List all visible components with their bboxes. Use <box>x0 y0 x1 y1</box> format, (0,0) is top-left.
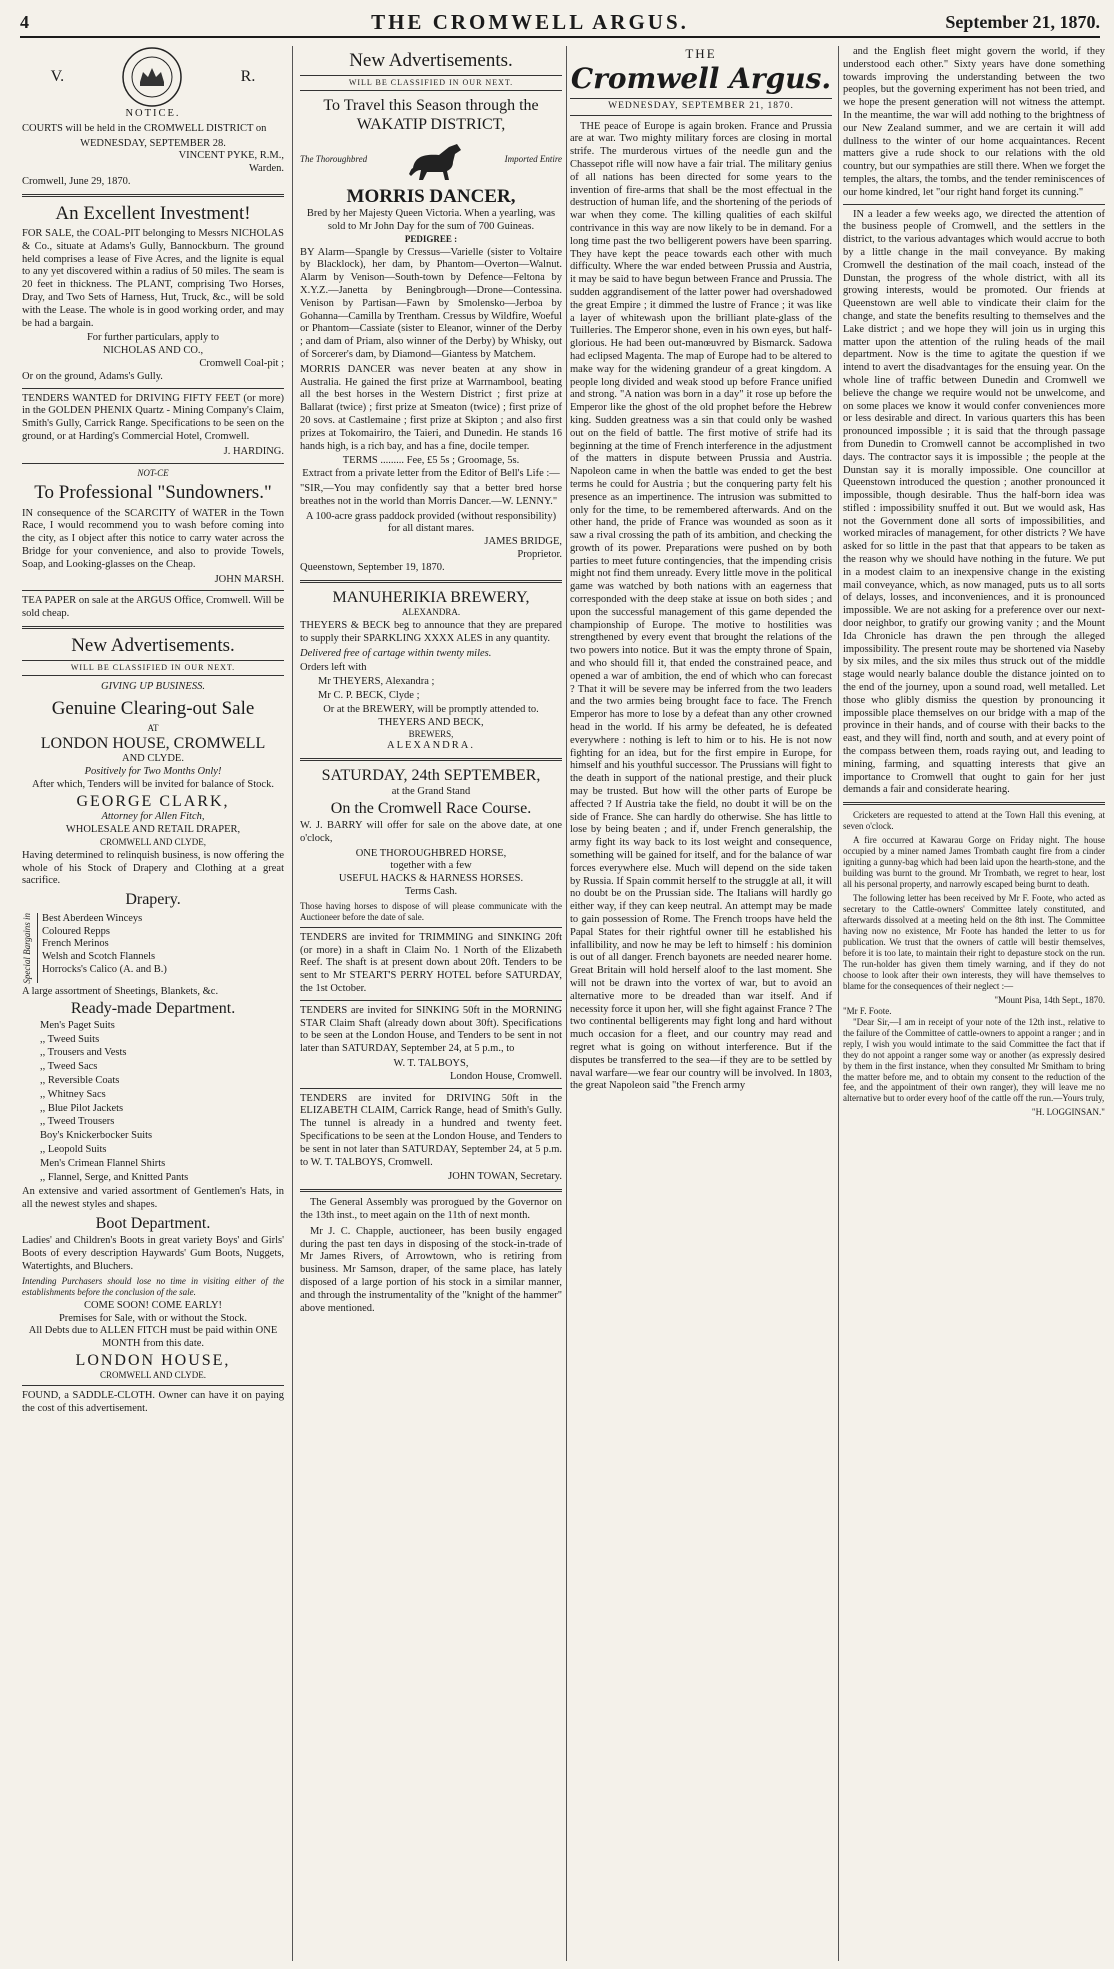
list-item: Coloured Repps <box>41 925 110 937</box>
sale-body: W. J. BARRY will offer for sale on the above date, at one o'clock, <box>300 820 562 844</box>
terms-line: TERMS ......... Fee, £5 5s ; Groomage, 5s. <box>342 455 520 467</box>
intending-note: Intending Purchasers should lose no time in visiting either of the establishments before the conclusion of the sale. <box>22 1275 284 1297</box>
news-item: The General Assembly was prorogued by the Governor on the 13th inst., to meet again on the 11th of next month. <box>300 1197 562 1221</box>
new-ads-banner: WILL BE CLASSIFIED IN OUR NEXT. <box>300 75 562 91</box>
found-ad: FOUND, a SADDLE-CLOTH. Owner can have it on paying the cost of this advertisement. <box>22 1390 284 1415</box>
brewery-orders: Orders left with <box>300 662 367 674</box>
proprietor-name: JAMES BRIDGE, <box>484 536 562 548</box>
tender-2-sig: W. T. TALBOYS, <box>393 1057 469 1069</box>
investment-body: FOR SALE, the COAL-PIT belonging to Messrs NICHOLAS & Co., situate at Adams's Gully, Bannockburn. The ground held comprises a lease of Five Acres, and the lignite is equal to any yet discovered within a radius of 50 miles. The seam is 20 feet in thickness. The PLANT, comprising Two Horses, Dray, and Two Sets of Harness, Hut, Truck, &c., will be sold with the Lease. The whole is in good working order, and may be had a bargain. <box>22 227 284 329</box>
horse-name: MORRIS DANCER, <box>346 185 516 207</box>
divider <box>22 1385 284 1386</box>
ready-title: Ready-made Department. <box>70 1000 236 1018</box>
divider <box>22 590 284 591</box>
letter-to: "Mr F. Foote. <box>843 1005 892 1016</box>
drapery-title: Drapery. <box>125 891 181 909</box>
divider <box>300 1189 562 1192</box>
list-item: ,, Leopold Suits <box>40 1143 107 1155</box>
news-item: Mr J. C. Chapple, auctioneer, has been busily engaged during the past ten days in disposing of the stock-in-trade of Mr James Rivers, of Arrowtown, who is retiring from business. Mr Samson, draper, of the same place, has lately disposed of a large portion of his stock in a similar manner, and through the instrumentality of the "knight of the hammer" above mentioned. <box>300 1225 562 1314</box>
divider <box>22 388 284 389</box>
letter-heading: "Mount Pisa, 14th Sept., 1870. <box>994 994 1105 1005</box>
horse-illustration-row <box>300 138 562 182</box>
list-item: Boy's Knickerbocker Suits <box>40 1130 153 1142</box>
list-item: Horrocks's Calico (A. and B.) <box>41 963 167 975</box>
notice-name: VINCENT PYKE, R.M., <box>178 150 284 162</box>
tender-3: TENDERS are invited for DRIVING 50ft in the ELIZABETH CLAIM, Carrick Range, head of Smith's Gully. The tunnel is already in a hundred and twenty feet. Specifications to be seen at the London House, and Tenders to be sent in not later than SATURDAY, September 24, at 5 p.m. to W. T. TALBOYS, Cromwell. <box>300 1092 562 1168</box>
brewery-sig2: BREWERS, <box>408 729 454 740</box>
sundowners-body: IN consequence of the SCARCITY of WATER in the Town Race, I would recommend you to wash before coming into the city, as I object after this notice to carry water across the Bridge for your convenience, and also to provide Towels, Soap, and Looking-glasses on the Cheap. <box>22 507 284 570</box>
editorial-paragraph: THE peace of Europe is again broken. France and Prussia are at war. Two mighty military forces are closing in mortal strife. The murderous virtues of the needle gun and the Chassepot rifle will now have a fair trial. The military genius of all nations has been directed for some years to the invention of fire-arms that shall be the most effectual in the destruction of human life, and the shortening of the periods of war when they come. The killing qualities of each skilful contrivance in this way are now likely to be in demand. For a long time past the two belligerent powers have been sparring. They have kept the peace towards each other with much difficulty. Where the war ended between Prussia and Austria, it may be said to have begun between France and Prussia. The sudden aggrandisement of the latter power had overshadowed the great Empire ; it dimmed the lustre of France ; it was like a layer of whitewash upon the brilliant plate-glass of the Tuilleries. The Emperor shone, even in his own eyes, but half-glorious. He had been out-manœuvred by Bismarck. Sadowa had eclipsed Magenta. The map of Europe had to be altered to make way for the widening grandeur of a great kingdom. A people long divided and weak stood up before France unified and strong. "A nation was born in a day" it rose up before the Emperor like the ghost of the old prophet before the Hebrew king. Sudden greatness was a sin that could only be washed out on the field of battle. The first motive of strife had its beginning at the time of French interference in the adjustment of the matters in dispute between Prussia and Austria. Napoleon came in when the battle was ended to get the best terms he could for Austria ; but the conquering party felt his presence as an impertinence. The intrusion was submitted to only for the time, to be remembered afterwards. And on the other hand, the pride of France was wounded as soon as it saw a rival crossing the path of its ambition, and checking the growth of its power. Preparations were pushed on by both parties to meet future contingencies, that the impending crisis might not find them unready. Every little move in the political game was watched by both nations with an eagerness that corresponded with the deep stake at issue on both sides ; and upon the successful management of this game depended the championship of Europe. The motive to hostilities was strengthened by every event that brought the relations of the two powers into notice. But it was the empty throne of Spain, and who should fill it, that ended the constrained peace, and opened a war of ambition, the end of which who can forecast ? That it will be severe may be inferred from the two leaders and the two armies being brought face to face. The French Emperor has more to lose by a defeat than any other crowned head in the world. If his army be defeated, he is defeated everywhere : nothing is left to him or to his. He is not now fighting for an idea, but for the first empire in Europe, for himself and his youthful successor. The Prussians will fight to the death in support of the national prestige, and their pluck may be trusted. But how will the other parts of Europe be affected ? If Austria take the field, no doubt it will be on the side of France. She can hardly do otherwise. She has little to lose by being beaten ; and if, under French generalship, the army fight its way back to its lost weight and consequence, something will be gained for itself, and for the balance of war forces everywhere else. Much will depend on the side taken by Russia. If Spain commit herself to the struggle at all, it will no doubt be on the Prussian side. The Italians will hardly go either way, if they can keep neutral. An attempt may be made to gain possession of Rome. The French troops have held the Papal States for their rightful owner till he established his infallibility, and now he may be left to himself : his dominion is out of all danger. French bayonets are needed nearer home. Great Britain will hold herself aloof to the last moment. She will not be drawn into the vortex of war, but to avoid an alternative more to be dreaded than war itself. And if necessity force it upon her, will she fight against France ? The two continental belligerents may fight long and hard without much occasion for a fleet, and our country may read and regret what is going on without interference. But if the disputes be transferred to the sea—if they are to be settled by naval warfare—we fear our country will be involved. In 1803, the great Napoleon said "the French army <box>570 120 832 1092</box>
clearing-at: AT <box>147 722 159 733</box>
page-number: 4 <box>20 12 29 33</box>
sundowners-heading: To Professional "Sundowners." <box>34 482 272 504</box>
divider <box>300 580 562 583</box>
footer-house: LONDON HOUSE, <box>75 1351 231 1369</box>
list-item: ,, Tweed Sacs <box>40 1061 98 1073</box>
divider <box>300 1000 562 1001</box>
boot-title: Boot Department. <box>95 1214 211 1232</box>
column-divider <box>292 46 293 1961</box>
cricket-note: Cricketers are requested to attend at the Town Hall this evening, at seven o'clock. <box>843 810 1105 832</box>
thoroughbred-label: The Thoroughbred <box>300 154 368 165</box>
list-item: ,, Reversible Coats <box>40 1074 120 1086</box>
investment-line1: For further particulars, apply to <box>86 332 220 344</box>
letter-intro: The following letter has been received by Mr F. Foote, who acted as secretary to the Cattle-owners' Committee lately constituted, and afterwards dissolved at a meeting held on the 8th inst. The Committee having now no existence, Mr Foote has handed the letter to us for publication. We trust that the owners of cattle will bestir themselves, before it is too late, to maintain their right to depasture stock on the run. The run-holder has given them timely warning, and if they do not choose to look after their own interests, they will have themselves to blame for the consequences of their neglect :— <box>843 893 1105 991</box>
sale-terms: Terms Cash. <box>404 886 458 898</box>
royal-seal-icon <box>121 46 183 108</box>
sale-at: at the Grand Stand <box>391 785 471 797</box>
list-item: ,, Blue Pilot Jackets <box>40 1102 124 1114</box>
seal-right-letter: R. <box>240 68 256 86</box>
list-item: Men's Crimean Flannel Shirts <box>40 1157 166 1169</box>
drapery-tail: A large assortment of Sheetings, Blankets, &c. <box>22 986 219 998</box>
sale-with: together with a few <box>390 860 472 872</box>
clearing-heading: Genuine Clearing-out Sale <box>51 697 255 719</box>
new-ads-banner: WILL BE CLASSIFIED IN OUR NEXT. <box>22 660 284 676</box>
investment-heading: An Excellent Investment! <box>55 202 251 224</box>
paper-the: THE <box>685 46 717 61</box>
divider <box>843 204 1105 205</box>
column-divider <box>566 46 567 1961</box>
column-2 <box>300 46 562 1961</box>
column-divider <box>838 46 839 1961</box>
column-3 <box>570 46 832 1961</box>
tender-2-sig2: London House, Cromwell. <box>450 1070 562 1082</box>
list-item: Men's Paget Suits <box>40 1019 115 1031</box>
premises-note: Premises for Sale, with or without the Stock. <box>58 1312 248 1324</box>
sale-hacks: USEFUL HACKS & HARNESS HORSES. <box>338 873 524 885</box>
divider <box>22 463 284 464</box>
list-item: Best Aberdeen Winceys <box>41 912 143 924</box>
newspaper-title: THE CROMWELL ARGUS. <box>371 10 689 35</box>
letter-signature: "H. LOGGINSAN." <box>1031 1107 1105 1118</box>
clearing-house: LONDON HOUSE, CROMWELL <box>40 734 266 752</box>
royal-seal-block <box>22 46 284 108</box>
tender-3-sig: JOHN TOWAN, Secretary. <box>448 1171 562 1183</box>
column-4 <box>843 46 1105 1961</box>
tenders-signature: J. HARDING. <box>223 445 284 457</box>
clearing-kicker: GIVING UP BUSINESS. <box>101 680 205 692</box>
divider <box>22 626 284 629</box>
seal-left-letter: V. <box>50 68 65 86</box>
tenders-body: TENDERS WANTED for DRIVING FIFTY FEET (or more) in the GOLDEN PHENIX Quartz - Mining Company's Claim, Smith's Gully, Carrick Range. Specifications to be seen on the ground, or at Harding's Commercial Hotel, Cromwell. <box>22 392 284 442</box>
new-ads-heading: New Advertisements. <box>349 50 513 71</box>
investment-line2: Cromwell Coal-pit ; <box>199 357 284 369</box>
paddock-line: A 100-acre grass paddock provided (without responsibility) for all distant mares. <box>305 510 557 535</box>
issue-date: September 21, 1870. <box>945 12 1100 33</box>
proprietor-role: Proprietor. <box>517 549 562 561</box>
drapery-list-block <box>22 913 284 984</box>
divider <box>300 1088 562 1089</box>
sale-heading: SATURDAY, 24th SEPTEMBER, <box>321 767 541 785</box>
new-ads-heading: New Advertisements. <box>71 635 235 657</box>
sundowners-signature: JOHN MARSH. <box>214 573 284 585</box>
list-item: French Merinos <box>41 938 109 950</box>
brewery-body: THEYERS & BECK beg to announce that they are prepared to supply their SPARKLING XXXX ALES in any quantity. <box>300 620 562 644</box>
come-early: COME SOON! COME EARLY! <box>83 1299 223 1311</box>
clearing-trade-place: CROMWELL AND CLYDE, <box>99 836 206 847</box>
sale-course: On the Cromwell Race Course. <box>330 799 532 817</box>
brewery-agent: Mr C. P. BECK, Clyde ; <box>318 690 420 702</box>
clearing-after: After which, Tenders will be invited for balance of Stock. <box>32 778 274 790</box>
list-item: ,, Whitney Sacs <box>40 1088 106 1100</box>
imported-label: Imported Entire <box>504 154 562 165</box>
notice-title: NOTICE. <box>125 108 181 119</box>
ready-tail: An extensive and varied assortment of Gentlemen's Hats, in all the newest styles and shapes. <box>22 1186 284 1211</box>
pedigree-body: BY Alarm—Spangle by Cressus—Varielle (sister to Voltaire by Blacklock), her dam, by Phantom—Overton—Walnut. Alarm by Venison—South-town by Defence—Feltona by X.Y.Z.—Janetta by Beningbrough—Drone—Contessina. Venison by Partisan—Fawn by Smolensko—Jerboa by Gohanna—Camilla by Trentham. Cressus by Wildfire, Woeful or Phantom—Cassiate (sister to Eleanor, winner of the Derby ; and dam of Priam, also winner of the Derby) by Whisky, out of Sorcerer's dam, by Diamond—Giantess by Matchem. <box>300 246 562 361</box>
brewery-heading: MANUHERIKIA BREWERY, <box>332 588 530 606</box>
footer-place: CROMWELL AND CLYDE. <box>99 1370 206 1381</box>
clearing-place: AND CLYDE. <box>122 753 184 765</box>
drapery-list <box>37 913 167 984</box>
pedigree-title: PEDIGREE : <box>404 233 458 244</box>
brewery-sig3: ALEXANDRA. <box>387 740 475 752</box>
clearing-trade: WHOLESALE AND RETAIL DRAPER, <box>65 824 241 836</box>
list-item: ,, Flannel, Serge, and Knitted Pants <box>40 1171 189 1183</box>
divider <box>843 802 1105 805</box>
brewery-sig: THEYERS AND BECK, <box>378 716 484 728</box>
divider <box>300 927 562 928</box>
notice-dateline: Cromwell, June 29, 1870. <box>22 175 131 187</box>
drapery-side-label: Special Bargains in <box>22 912 32 984</box>
tea-paper-ad: TEA PAPER on sale at the ARGUS Office, Cromwell. Will be sold cheap. <box>22 595 284 620</box>
brewery-delivered: Delivered free of cartage within twenty miles. <box>300 647 492 659</box>
investment-name: NICHOLAS AND CO., <box>102 345 204 357</box>
tender-2: TENDERS are invited for SINKING 50ft in the MORNING STAR Claim Shaft (already down about 30ft). Specifications to be seen at the London House, and Tenders to be sent in not later than SATURDAY, September 24, at 5 p.m., to <box>300 1004 562 1055</box>
clearing-body: Having determined to relinquish business, is now offering the whole of his Stock of Drapery and Clothing at a great sacrifice. <box>22 849 284 887</box>
editorial-dateline: WEDNESDAY, SEPTEMBER 21, 1870. <box>570 98 832 116</box>
quote-line: "SIR,—You may confidently say that a better bred horse breathes not in the world than Morris Dancer.—W. LENNY." <box>300 483 562 507</box>
brewery-agent: Mr THEYERS, Alexandra ; <box>318 676 435 688</box>
editorial-paragraph: IN a leader a few weeks ago, we directed the attention of the business people of Cromwell, and the settlers in the district, to the various advantages which would accrue to both by a little change in the mail conveyance. By making Cromwell the destination of the mail coach, instead of the Dunstan, the progress of the whole district, with all its growing interests, would be promoted. Our friends at Queenstown are well able to vindicate their claim for the change, and state the benefits resulting to themselves and the Lake district ; and we hope they will join us in urging this matter upon the attention of the ruling heads of the mail department. Now is the time to agitate the question if we intend to avert the disadvantages for the ensuing year. On the whole line of traffic between Dunedin and Cromwell we believe the change we require would not be unwelcome, and on some places we know it would confer conveniences more or less desirable and direct. In various quarters this has been pronounced impossible ; it is said that the through passage from Dunedin to Cromwell cannot be accomplished in two days. The contractor says it is impossible ; the people at the Dunstan say it is morally impossible. One councillor at Queenstown introduced the question ; another pronounced it impossible, though desirable. Thus the half-born idea was stifled : impossibility snuffed it out. But we would ask, Has not the Government done all sorts of impossibilities, and worked miracles of management, for other districts ? We have asked for so little in the past that that appears to be taken as the reason why we should have nothing in the future. We put in a modest claim to an inexpensive change in the existing mail conveyance, which, as now managed, puts us to all sorts of delays, losses, and inconveniences, and it is pronounced impossible. We are not asking for a preference over our next-door neighbor, to gratify our growing vanity ; and the Mount Ida Chronicle has drawn the pen through the alleged impossibility. The present route may be shortened via Naseby by six miles, and the six miles thus struck out of the middle stage would nearly balance double the distance jointed on to the end of the journey, upon a sound road, well metalled. Let those who glibly dismiss the question by pronouncing it impossible place themselves on our bridge with a map of the province in their hands, and of course with their backs to the east, and they will find, north and south, and at every point of the compass between them, roads raying out, and leading to mining, farming, and squatting interests that give an importance to Cromwell that ought to gain for her just demands a fair and considerate hearing. <box>843 208 1105 796</box>
list-item: Welsh and Scotch Flannels <box>41 951 156 963</box>
brewery-or: Or at the BREWERY, will be promptly attended to. <box>323 703 539 715</box>
clearing-positive: Positively for Two Months Only! <box>84 766 222 778</box>
masthead <box>20 10 1100 38</box>
fire-note: A fire occurred at Kawarau Gorge on Friday night. The house occupied by a miner named James Trombath caught fire from a cinder igniting a gunny-bag which had been laid upon the hearth-stone, and the building was burnt to the ground. Mr Trombath, we regret to hear, lost all his personal property, and narrowly escaped being burnt to death. <box>843 835 1105 890</box>
list-item: ,, Tweed Trousers <box>40 1116 115 1128</box>
column-1 <box>22 46 284 1961</box>
tender-1: TENDERS are invited for TRIMMING and SINKING 20ft (or more) in a shaft in Claim No. 1 North of the Elizabeth Reef. The shaft is at present down about 20ft. Tenders to be sent to Mr STEART'S PERRY HOTEL before SATURDAY, the 1st October. <box>300 931 562 994</box>
clearing-attorney: Attorney for Allen Fitch, <box>101 811 205 823</box>
sale-note: Those having horses to dispose of will please communicate with the Auctioneer before the date of sale. <box>300 900 562 922</box>
notice-body: COURTS will be held in the CROMWELL DISTRICT on <box>22 122 267 134</box>
extract-line: Extract from a private letter from the Editor of Bell's Life :— <box>302 468 560 480</box>
sale-horse: ONE THOROUGHBRED HORSE, <box>355 847 507 859</box>
notice-role: Warden. <box>248 163 284 175</box>
divider <box>300 758 562 761</box>
paper-title: Cromwell Argus. <box>570 61 832 95</box>
list-item: ,, Trousers and Vests <box>40 1047 127 1059</box>
investment-line3: Or on the ground, Adams's Gully. <box>22 370 163 382</box>
notice-date: WEDNESDAY, SEPTEMBER 28. <box>80 137 226 149</box>
bred-line: Bred by her Majesty Queen Victoria. When a yearling, was sold to Mr John Day for the sum of 700 Guineas. <box>306 208 556 232</box>
editorial-paragraph: and the English fleet might govern the world, if they understood each other." Sixty years have done something towards improving the understanding between the two peoples, but the governing experiment has not been tried, and we hope the present generation will not witness the attempt. In the meantime, the war will add nothing to the brightness of our New Zealand summer, and we are certain it will add dullness to the winter of our home acquaintances. Recent matters give a rude shock to our relations with the old country, but our sympathies are still there. When we forget the temples, the altars, the tombs, and the tender reminiscences of our home kindred, let "our right hand forget its cunning." <box>843 46 1105 198</box>
divider <box>22 194 284 197</box>
record-body: MORRIS DANCER was never beaten at any show in Australia. He gained the first prize at Warrnambool, beating all the best horses in the Western District ; first prize at Ballarat (twice) ; first prize at Smeaton (twice) ; first prize of 20 sovs. at Castlemaine ; first prize at Skipton ; and also first prizes at Tokomairiro, the Taieri, and Dunedin. He stands 16 hands high, is a rich bay, and has a fine, docile temper. <box>300 363 562 452</box>
travel-dateline: Queenstown, September 19, 1870. <box>300 561 445 573</box>
clearing-name: GEORGE CLARK, <box>76 792 230 810</box>
travel-line: To Travel this Season through the WAKATIP DISTRICT, <box>323 96 539 134</box>
debts-note: All Debts due to ALLEN FITCH must be paid within ONE MONTH from this date. <box>28 1325 278 1350</box>
brewery-place: ALEXANDRA. <box>401 607 461 618</box>
horse-icon <box>405 138 467 182</box>
letter-body: "Dear Sir,—I am in receipt of your note of the 12th inst., relative to the failure of the Committee of cattle-owners to appoint a ranger ; and in reply, I wish you would intimate to the said Committee the fact that if they do not appoint a ranger some way or another (as expressly desired by them in the first instance, when they consulted Mr Smitham to bring the matter before me, and to obtain my consent to the reduction of the fee, and the appointment of their own ranger), they will leave me no alternative but to order every hoof of the cattle off the run.—Yours truly, <box>843 1016 1105 1104</box>
boot-body: Ladies' and Children's Boots in great variety Boys' and Girls' Boots of every description Haywards' Gum Boots, Nuggets, Watertights, and Bluchers. <box>22 1235 284 1273</box>
list-item: ,, Tweed Suits <box>40 1033 100 1045</box>
sundowners-tag: NOT-CE <box>137 467 169 478</box>
